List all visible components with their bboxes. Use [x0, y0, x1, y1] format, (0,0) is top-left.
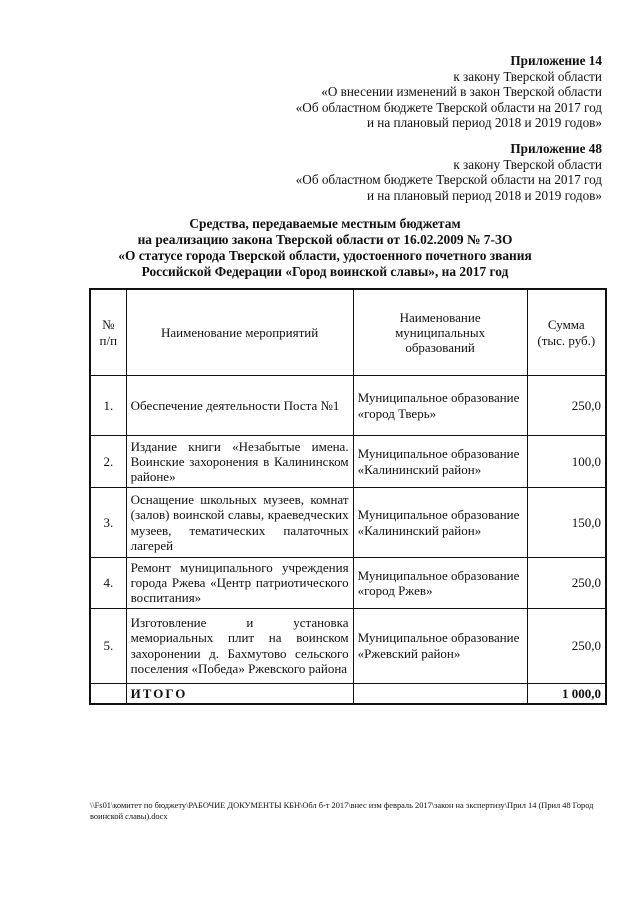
row-num: 3.	[90, 488, 126, 558]
appendix-48-line: к закону Тверской области	[453, 156, 602, 172]
table-row	[90, 436, 606, 488]
row-sum: 100,0	[527, 436, 606, 488]
row-event: Оснащение школьных музеев, комнат (залов) воинской славы, краеведческих музеев, тематических палаточных лагерей	[126, 488, 353, 558]
document-heading	[60, 216, 590, 280]
table-total-row	[90, 683, 606, 704]
row-sum: 250,0	[527, 558, 606, 609]
heading-line: Средства, передаваемые местным бюджетам	[189, 216, 461, 231]
total-municipality	[353, 683, 527, 704]
heading-line: Российской Федерации «Город воинской славы», на 2017 год	[141, 264, 509, 279]
table-row	[90, 376, 606, 436]
appendix-14-title: Приложение 14	[510, 53, 602, 68]
header-event: Наименование мероприятий	[126, 289, 353, 376]
appendix-14-line: и на плановый период 2018 и 2019 годов»	[366, 115, 602, 130]
table-row	[90, 558, 606, 609]
row-num: 2.	[90, 436, 126, 488]
table-row	[90, 608, 606, 683]
file-path-footer: \\Fs01\комитет по бюджету\РАБОЧИЕ ДОКУМЕНТЫ КБН\Обл б-т 2017\внес изм февраль 2017\закон на экспертизу\Прил 14 (Прил 48 Город воинской славы).docx	[90, 801, 594, 821]
header-num: № п/п	[90, 289, 126, 376]
appendix-48-line: и на плановый период 2018 и 2019 годов»	[366, 187, 602, 203]
row-sum: 250,0	[527, 608, 606, 683]
total-sum: 1 000,0	[527, 683, 606, 704]
row-event: Обеспечение деятельности Поста №1	[126, 376, 353, 436]
row-municipality: Муниципальное образование «Калининский район»	[353, 436, 527, 488]
header-sum: Сумма (тыс. руб.)	[527, 289, 606, 376]
row-municipality: Муниципальное образование «Ржевский район»	[353, 608, 527, 683]
row-num: 4.	[90, 558, 126, 609]
appendix-14-line: «О внесении изменений в закон Тверской области	[321, 84, 602, 99]
total-num	[90, 683, 126, 704]
row-event: Ремонт муниципального учреждения города Ржева «Центр патриотического воспитания»	[126, 558, 353, 609]
heading-line: «О статусе города Тверской области, удостоенного почетного звания	[118, 248, 532, 263]
table-row	[90, 488, 606, 558]
row-municipality: Муниципальное образование «город Ржев»	[353, 558, 527, 609]
row-event: Изготовление и установка мемориальных плит на воинском захоронении д. Бахмутово сельского поселения «Победа» Ржевского района	[126, 608, 353, 683]
row-sum: 250,0	[527, 376, 606, 436]
funding-table	[89, 288, 607, 705]
appendix-48-block	[296, 141, 602, 203]
row-municipality: Муниципальное образование «город Тверь»	[353, 376, 527, 436]
total-label: ИТОГО	[126, 683, 353, 704]
appendix-14-line: «Об областном бюджете Тверской области на 2017 год	[295, 99, 602, 115]
table-header-row	[90, 289, 606, 376]
appendix-14-block	[296, 53, 602, 131]
row-municipality: Муниципальное образование «Калининский район»	[353, 488, 527, 558]
row-event: Издание книги «Незабытые имена. Воинские захоронения в Калининском районе»	[126, 436, 353, 488]
header-municipality: Наименование муниципальных образований	[353, 289, 527, 376]
appendix-48-line: «Об областном бюджете Тверской области на 2017 год	[295, 172, 602, 187]
row-num: 1.	[90, 376, 126, 436]
appendix-14-line: к закону Тверской области	[453, 68, 602, 84]
appendix-48-title: Приложение 48	[510, 141, 602, 156]
row-num: 5.	[90, 608, 126, 683]
heading-line: на реализацию закона Тверской области от 16.02.2009 № 7-ЗО	[137, 232, 513, 247]
row-sum: 150,0	[527, 488, 606, 558]
